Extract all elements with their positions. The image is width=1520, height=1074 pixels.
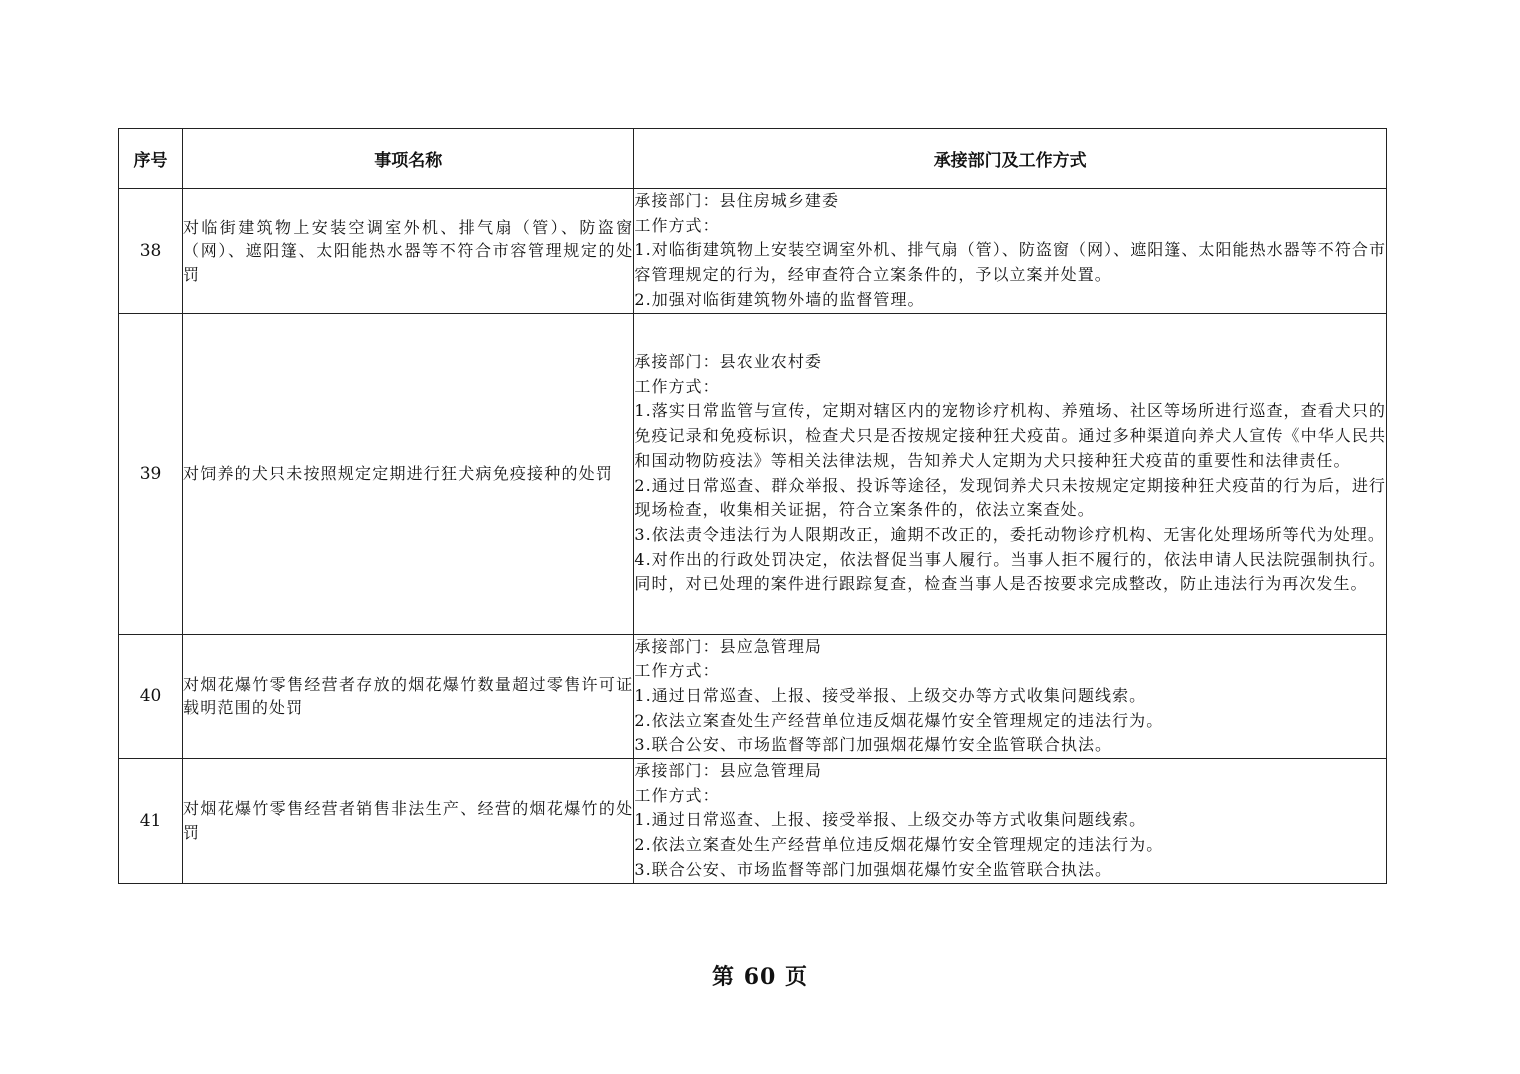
- department-method: [634, 189, 1387, 314]
- method-step: 2.通过日常巡查、群众举报、投诉等途径，发现饲养犬只未按规定定期接种狂犬疫苗的行为后，进行现场检查，收集相关证据，符合立案条件的，依法立案查处。: [634, 475, 1386, 520]
- table-header-row: [119, 129, 1387, 189]
- item-name: 对临街建筑物上安装空调室外机、排气扇（管）、防盗窗（网）、遮阳篷、太阳能热水器等不符合市容管理规定的处罚: [183, 189, 634, 314]
- row-number: 41: [119, 759, 183, 884]
- method-step: 1.通过日常巡查、上报、接受举报、上级交办等方式收集问题线索。: [634, 810, 1147, 830]
- method-step: 3.联合公安、市场监督等部门加强烟花爆竹安全监管联合执法。: [634, 859, 1113, 879]
- table-row: [119, 634, 1387, 759]
- row-number: 38: [119, 189, 183, 314]
- department-method: [634, 759, 1387, 884]
- item-name: 对烟花爆竹零售经营者销售非法生产、经营的烟花爆竹的处罚: [183, 759, 634, 884]
- method-label: 工作方式：: [634, 785, 720, 805]
- table-row: [119, 313, 1387, 634]
- header-item-name: 事项名称: [183, 129, 634, 189]
- header-department-method: 承接部门及工作方式: [634, 129, 1387, 189]
- item-name: 对烟花爆竹零售经营者存放的烟花爆竹数量超过零售许可证载明范围的处罚: [183, 634, 634, 759]
- items-table: [118, 128, 1387, 884]
- method-step: 1.落实日常监管与宣传，定期对辖区内的宠物诊疗机构、养殖场、社区等场所进行巡查，查看犬只的免疫记录和免疫标识，检查犬只是否按规定接种狂犬疫苗。通过多种渠道向养犬人宣传《中华人民共和国动物防疫法》等相关法律法规，告知养犬人定期为犬只接种狂犬疫苗的重要性和法律责任。: [634, 401, 1386, 470]
- method-step: 3.依法责令违法行为人限期改正，逾期不改正的，委托动物诊疗机构、无害化处理场所等代为处理。: [634, 524, 1385, 544]
- method-step: 2.依法立案查处生产经营单位违反烟花爆竹安全管理规定的违法行为。: [634, 710, 1164, 730]
- method-step: 3.联合公安、市场监督等部门加强烟花爆竹安全监管联合执法。: [634, 735, 1113, 755]
- row-number: 40: [119, 634, 183, 759]
- method-step: 1.通过日常巡查、上报、接受举报、上级交办等方式收集问题线索。: [634, 685, 1147, 705]
- header-serial-number: 序号: [119, 129, 183, 189]
- department-method: [634, 313, 1387, 634]
- table-row: [119, 759, 1387, 884]
- method-label: 工作方式：: [634, 215, 720, 235]
- item-name: 对饲养的犬只未按照规定定期进行狂犬病免疫接种的处罚: [183, 313, 634, 634]
- department-line: 承接部门：县农业农村委: [634, 352, 822, 371]
- method-label: 工作方式：: [634, 376, 720, 396]
- method-label: 工作方式：: [634, 661, 720, 681]
- method-step: 2.依法立案查处生产经营单位违反烟花爆竹安全管理规定的违法行为。: [634, 835, 1164, 855]
- method-step: 2.加强对临街建筑物外墙的监督管理。: [634, 289, 925, 309]
- department-line: 承接部门：县住房城乡建委: [634, 191, 839, 210]
- method-step: 1.对临街建筑物上安装空调室外机、排气扇（管）、防盗窗（网）、遮阳篷、太阳能热水器等不符合市容管理规定的行为，经审查符合立案条件的，予以立案并处置。: [634, 240, 1386, 285]
- page-number: 第 60 页: [712, 964, 808, 990]
- department-line: 承接部门：县应急管理局: [634, 761, 822, 781]
- department-method: [634, 634, 1387, 759]
- department-line: 承接部门：县应急管理局: [634, 636, 822, 656]
- method-step: 4.对作出的行政处罚决定，依法督促当事人履行。当事人拒不履行的，依法申请人民法院强制执行。同时，对已处理的案件进行跟踪复查，检查当事人是否按要求完成整改，防止违法行为再次发生。: [634, 549, 1386, 594]
- row-number: 39: [119, 313, 183, 634]
- table-row: [119, 189, 1387, 314]
